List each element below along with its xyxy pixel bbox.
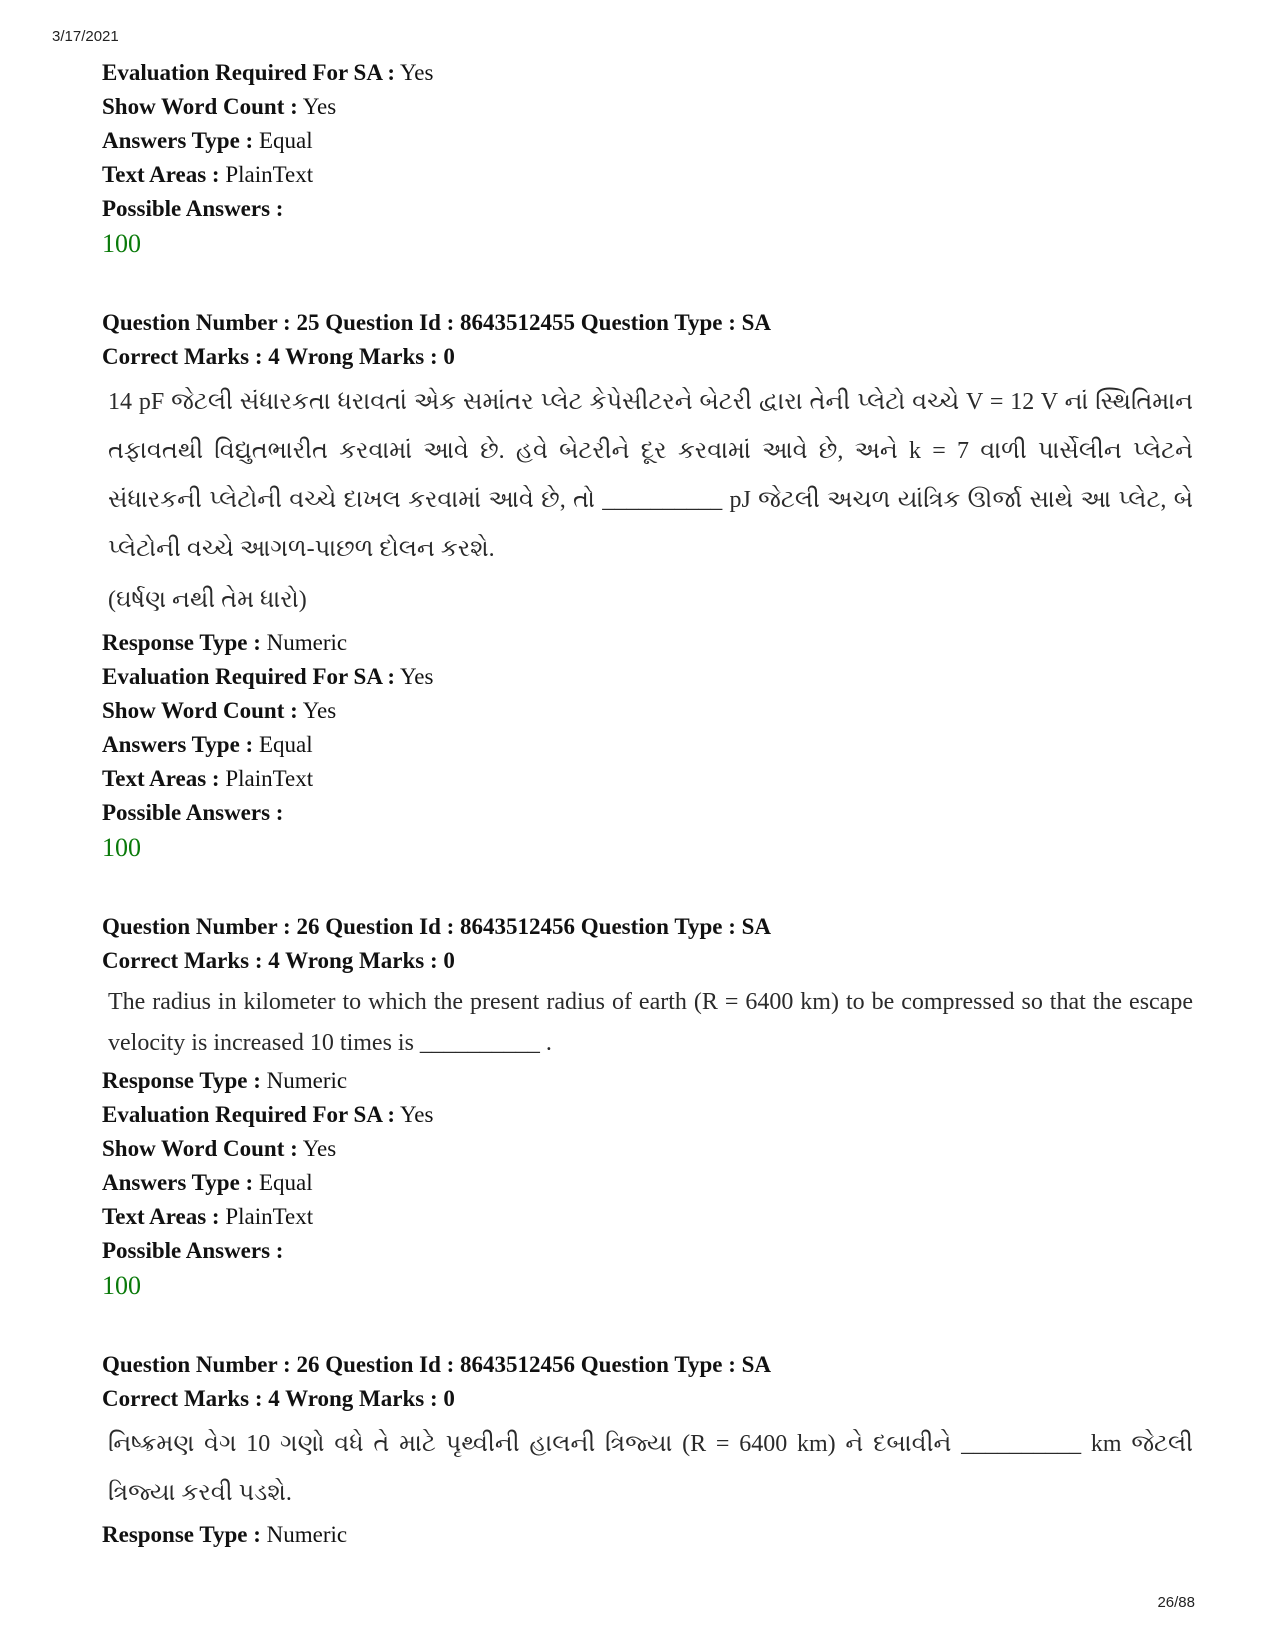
print-date: 3/17/2021 — [52, 28, 119, 45]
field-value: Yes — [400, 60, 434, 85]
marks-row: Correct Marks : 4 Wrong Marks : 0 — [102, 1386, 455, 1411]
document-body — [102, 56, 1202, 1552]
question-text: The radius in kilometer to which the present radius of earth (R = 6400 km) to be compressed so that the escape velocity is increased 10 times is __________ . — [108, 989, 1193, 1056]
previous-question-tail — [102, 56, 1202, 262]
question-header: Question Number : 26 Question Id : 8643512456 Question Type : SA — [102, 914, 772, 939]
field-label: Show Word Count : — [102, 94, 298, 119]
question-header: Question Number : 26 Question Id : 8643512456 Question Type : SA — [102, 1352, 772, 1377]
field-label: Answers Type : — [102, 128, 254, 153]
question-25 — [102, 306, 1202, 866]
response-type-row: Response Type : Numeric — [102, 630, 348, 655]
field-value: Equal — [258, 128, 313, 153]
evaluation-row: Evaluation Required For SA : Yes — [102, 664, 434, 689]
field-label: Text Areas : — [102, 162, 220, 187]
response-type-row: Response Type : Numeric — [102, 1068, 348, 1093]
evaluation-row: Evaluation Required For SA : Yes — [102, 1102, 434, 1127]
marks-row: Correct Marks : 4 Wrong Marks : 0 — [102, 344, 455, 369]
word-count-row — [102, 90, 1202, 124]
field-label: Possible Answers : — [102, 196, 284, 221]
answers-type-row: Answers Type : Equal — [102, 732, 313, 757]
possible-answer-value: 100 — [102, 229, 141, 258]
possible-answer-value: 100 — [102, 1271, 141, 1300]
possible-answers-row — [102, 192, 1202, 226]
word-count-row: Show Word Count : Yes — [102, 1136, 337, 1161]
word-count-row: Show Word Count : Yes — [102, 698, 337, 723]
evaluation-row — [102, 56, 1202, 90]
possible-answers-row: Possible Answers : — [102, 800, 284, 825]
text-areas-row — [102, 158, 1202, 192]
field-value: Yes — [302, 94, 337, 119]
question-header: Question Number : 25 Question Id : 8643512455 Question Type : SA — [102, 310, 772, 335]
question-text: નિષ્ક્રમણ વેગ 10 ગણો વધે તે માટે પૃથ્વીની હાલની ત્રિજ્યા (R = 6400 km) ને દબાવીને __________ km જેટલી ત્રિજ્યા કરવી પડશે. — [108, 1431, 1193, 1506]
field-label: Evaluation Required For SA : — [102, 60, 396, 85]
field-value: PlainText — [225, 162, 314, 187]
possible-answer-value: 100 — [102, 833, 141, 862]
possible-answers-row: Possible Answers : — [102, 1238, 284, 1263]
marks-row: Correct Marks : 4 Wrong Marks : 0 — [102, 948, 455, 973]
question-26-gujarati — [102, 1348, 1202, 1552]
question-26-english — [102, 910, 1202, 1304]
text-areas-row: Text Areas : PlainText — [102, 766, 314, 791]
text-areas-row: Text Areas : PlainText — [102, 1204, 314, 1229]
question-note: (ઘર્ષણ નથી તેમ ધારો) — [108, 587, 307, 613]
question-text: 14 pF જેટલી સંધારકતા ધરાવતાં એક સમાંતર પ્લેટ કેપેસીટરને બેટરી દ્વારા તેની પ્લેટો વચ્ચે V = 12 V નાં સ્થિતિમાન તફાવતથી વિદ્યુતભારીત કરવામાં આવે છે. હવે બેટરીને દૂર કરવામાં આવે છે, અને k = 7 વાળી પાર્સેલીન પ્લેટને સંધારકની પ્લેટોની વચ્ચે દાખલ કરવામાં આવે છે, તો __________ pJ જેટલી અચળ યાંત્રિક ઊર્જા સાથે આ પ્લેટ, બે પ્લેટોની વચ્ચે આગળ-પાછળ દોલન કરશે. — [108, 389, 1193, 562]
page-number: 26/88 — [1157, 1594, 1195, 1611]
answers-type-row: Answers Type : Equal — [102, 1170, 313, 1195]
answers-type-row — [102, 124, 1202, 158]
response-type-row: Response Type : Numeric — [102, 1522, 348, 1547]
